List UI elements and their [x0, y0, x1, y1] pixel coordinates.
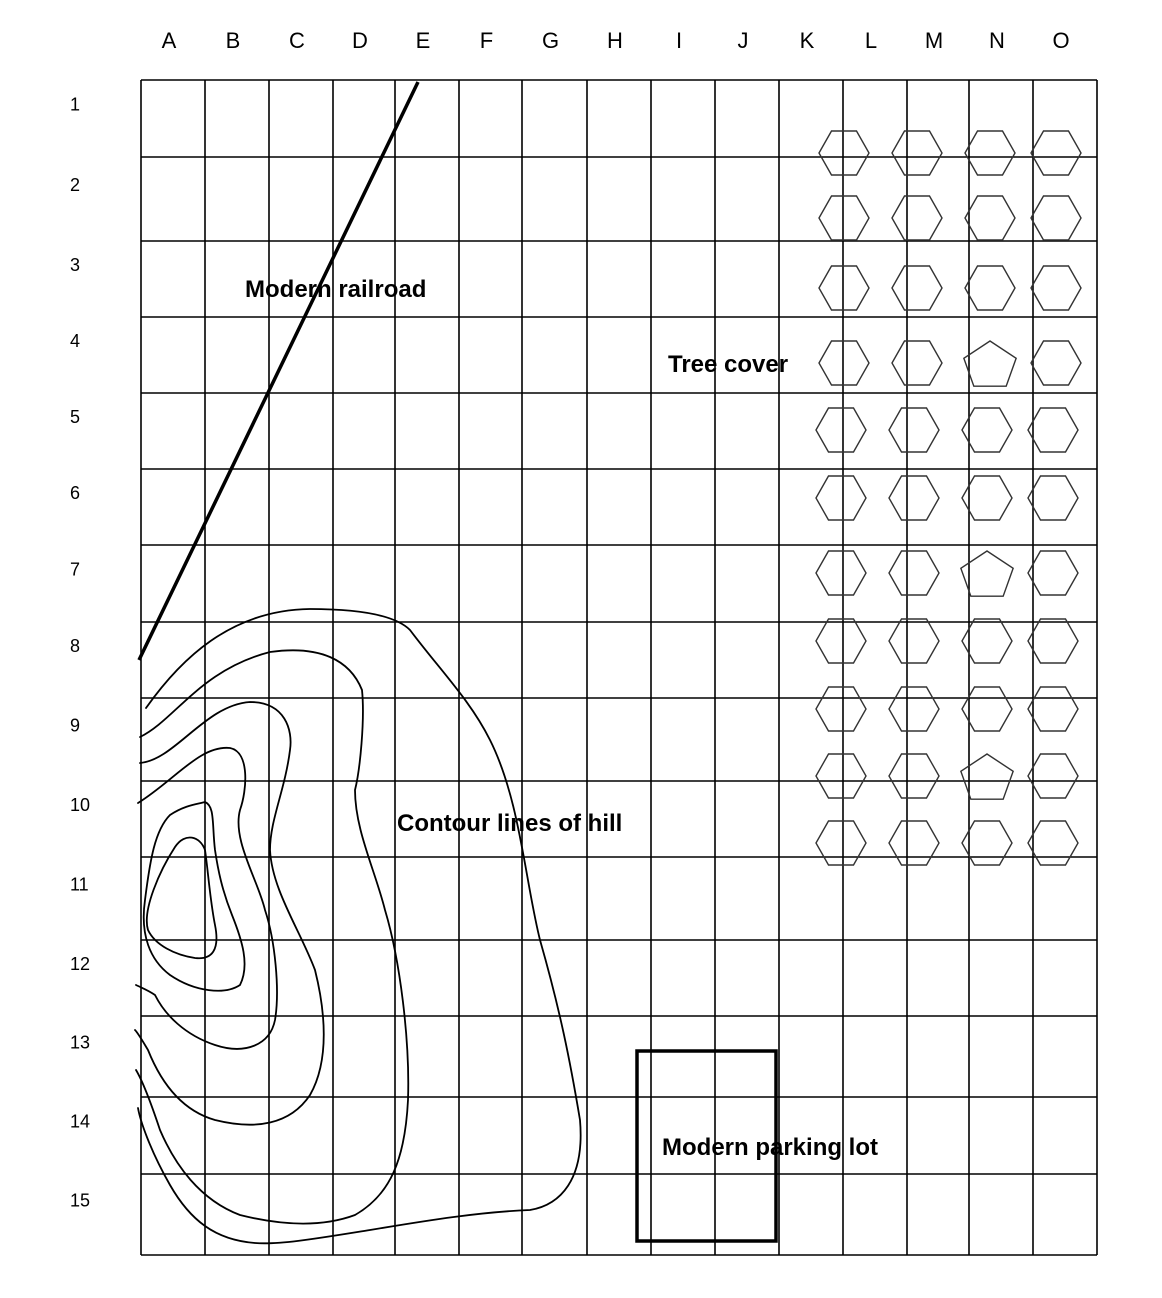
tree-symbol — [819, 266, 869, 310]
row-label: 11 — [70, 874, 89, 895]
contour-line-3 — [135, 702, 324, 1125]
tree-symbol — [1031, 131, 1081, 175]
row-label: 10 — [70, 795, 91, 815]
tree-symbol — [816, 408, 866, 452]
row-label: 12 — [70, 954, 91, 974]
column-label: C — [289, 28, 305, 53]
tree-symbol — [1028, 408, 1078, 452]
tree-symbol — [889, 551, 939, 595]
row-label: 3 — [70, 255, 81, 275]
tree-symbol — [889, 754, 939, 798]
tree-symbol — [816, 754, 866, 798]
tree-symbol — [1028, 821, 1078, 865]
column-label: L — [864, 28, 878, 53]
column-label: D — [352, 28, 368, 53]
row-label: 15 — [70, 1190, 91, 1211]
row-label: 6 — [70, 483, 81, 503]
tree-symbol — [892, 131, 942, 175]
tree-symbol — [965, 266, 1015, 310]
railroad-label: Modern railroad — [245, 276, 427, 303]
tree-symbol — [889, 687, 939, 731]
tree-symbol — [889, 408, 939, 452]
column-label: F — [479, 28, 494, 53]
column-label: E — [415, 28, 431, 53]
contour-line-5 — [144, 802, 245, 991]
row-label: 9 — [70, 715, 81, 736]
contour-label: Contour lines of hill — [397, 810, 623, 837]
tree-symbol — [964, 341, 1016, 386]
railroad-line — [139, 82, 418, 660]
column-label: M — [924, 28, 944, 53]
tree-symbol — [892, 266, 942, 310]
row-label: 14 — [70, 1111, 91, 1132]
column-labels — [162, 28, 1070, 53]
tree-symbol — [889, 476, 939, 520]
tree-symbol — [816, 687, 866, 731]
tree-symbol — [1031, 341, 1081, 385]
tree-symbol — [816, 476, 866, 520]
tree-symbol — [1028, 551, 1078, 595]
row-label: 5 — [70, 407, 81, 427]
tree-symbol — [1028, 619, 1078, 663]
column-label: A — [161, 28, 177, 53]
row-label: 8 — [70, 636, 81, 656]
tree-symbol — [1028, 754, 1078, 798]
row-label: 7 — [70, 559, 81, 580]
row-label: 4 — [70, 331, 81, 351]
tree-symbol — [889, 821, 939, 865]
column-label: J — [737, 28, 749, 53]
tree-symbol — [1028, 687, 1078, 731]
tree-symbol — [1028, 476, 1078, 520]
tree-symbol — [819, 196, 869, 240]
hill-contours — [135, 609, 581, 1243]
contour-line-4 — [136, 748, 277, 1049]
tree-symbol — [1031, 196, 1081, 240]
tree-symbol — [1031, 266, 1081, 310]
column-label: N — [989, 28, 1005, 53]
tree-symbol — [965, 196, 1015, 240]
row-label: 13 — [70, 1032, 91, 1053]
map-grid — [141, 80, 1097, 1255]
tree-cover-label: Tree cover — [668, 351, 789, 378]
column-label: O — [1052, 28, 1070, 53]
column-label: G — [541, 28, 560, 53]
row-label: 1 — [70, 94, 81, 115]
tree-symbol — [816, 551, 866, 595]
tree-symbol — [816, 619, 866, 663]
column-label: B — [225, 28, 241, 53]
tree-symbol — [819, 131, 869, 175]
tree-symbol — [965, 131, 1015, 175]
column-label: I — [675, 28, 683, 53]
tree-symbol — [892, 341, 942, 385]
column-label: K — [799, 28, 815, 53]
tree-symbol — [816, 821, 866, 865]
tree-symbol — [889, 619, 939, 663]
row-label: 2 — [70, 175, 81, 195]
parking-lot-label: Modern parking lot — [662, 1134, 878, 1161]
tree-symbol — [892, 196, 942, 240]
tree-symbol — [819, 341, 869, 385]
row-labels — [70, 95, 90, 1211]
column-label: H — [607, 28, 623, 53]
